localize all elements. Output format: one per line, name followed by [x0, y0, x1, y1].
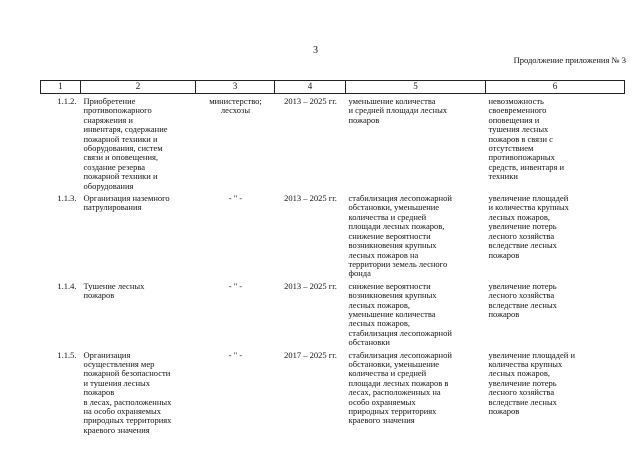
executor: - " -	[228, 349, 243, 360]
header-cell-3: 3	[196, 81, 275, 94]
header-cell-5: 5	[346, 81, 486, 94]
measure-name: Приобретение противопожарного снаряжения и инвентаря, содержание пожарной техники и оборудования, систем связи и оповещения, создание резерва пожарной техники и оборудования	[83, 96, 168, 191]
expected-result: снижение вероятности возникновения крупных лесных пожаров, уменьшение количества лесных пожаров, стабилизация лесопожарной обстановки	[348, 280, 452, 348]
executor: - " -	[228, 193, 243, 204]
consequence: увеличение площадей и количества крупных лесных пожаров, увеличение потерь лесного хозяйства вследствие лесных пожаров	[488, 349, 575, 416]
table-row	[41, 348, 625, 436]
expected-result: стабилизация лесопожарной обстановки, уменьшение количества и средней площади лесных пожаров в лесах, расположенных на особо охраняемых природных территориях краевого значения	[348, 349, 452, 426]
executor: министерство; лесхозы	[209, 96, 262, 116]
table-row	[41, 94, 625, 192]
table-row	[41, 279, 625, 348]
program-table	[40, 80, 625, 435]
item-number: 1.1.3.	[57, 193, 77, 204]
header-cell-1: 1	[41, 81, 81, 94]
table-header	[41, 81, 625, 94]
consequence: увеличение площадей и количества крупных лесных пожаров, увеличение потерь лесного хозяйства вследствие лесных пожаров	[488, 193, 569, 260]
term: 2013 – 2025 гг.	[284, 96, 337, 106]
item-number: 1.1.2.	[57, 96, 77, 106]
header-cell-4: 4	[275, 81, 346, 94]
item-number: 1.1.5.	[57, 349, 77, 360]
table-row	[41, 191, 625, 279]
item-number: 1.1.4.	[57, 280, 77, 291]
expected-result: уменьшение количества и средней площади лесных пожаров	[348, 96, 448, 125]
expected-result: стабилизация лесопожарной обстановки, уменьшение количества и средней площади лесных пожаров, снижение вероятности возникновения крупных лесных пожаров на территории земель лесного фонда	[348, 193, 452, 279]
term: 2013 – 2025 гг.	[284, 280, 337, 291]
measure-name: Тушение лесных пожаров	[83, 280, 145, 301]
header-cell-2: 2	[81, 81, 196, 94]
executor: - " -	[228, 280, 243, 291]
consequence: невозможность своевременного оповещения и тушения лесных пожаров в связи с отсутствием противопожарных средств, инвентаря и техники	[488, 96, 565, 182]
measure-name: Организация осуществления мер пожарной безопасности и тушения лесных пожаров в лесах, расположенных на особо охраняемых природных территориях краевого значения	[83, 349, 172, 435]
measure-name: Организация наземного патрулирования	[83, 193, 170, 213]
header-cell-6: 6	[486, 81, 625, 94]
continuation-note: Продолжение приложения № 3	[513, 55, 626, 65]
consequence: увеличение потерь лесного хозяйства вследствие лесных пожаров	[488, 280, 557, 319]
page-number: 3	[313, 45, 318, 56]
term: 2017 – 2025 гг.	[284, 349, 337, 360]
term: 2013 – 2025 гг.	[284, 193, 337, 204]
